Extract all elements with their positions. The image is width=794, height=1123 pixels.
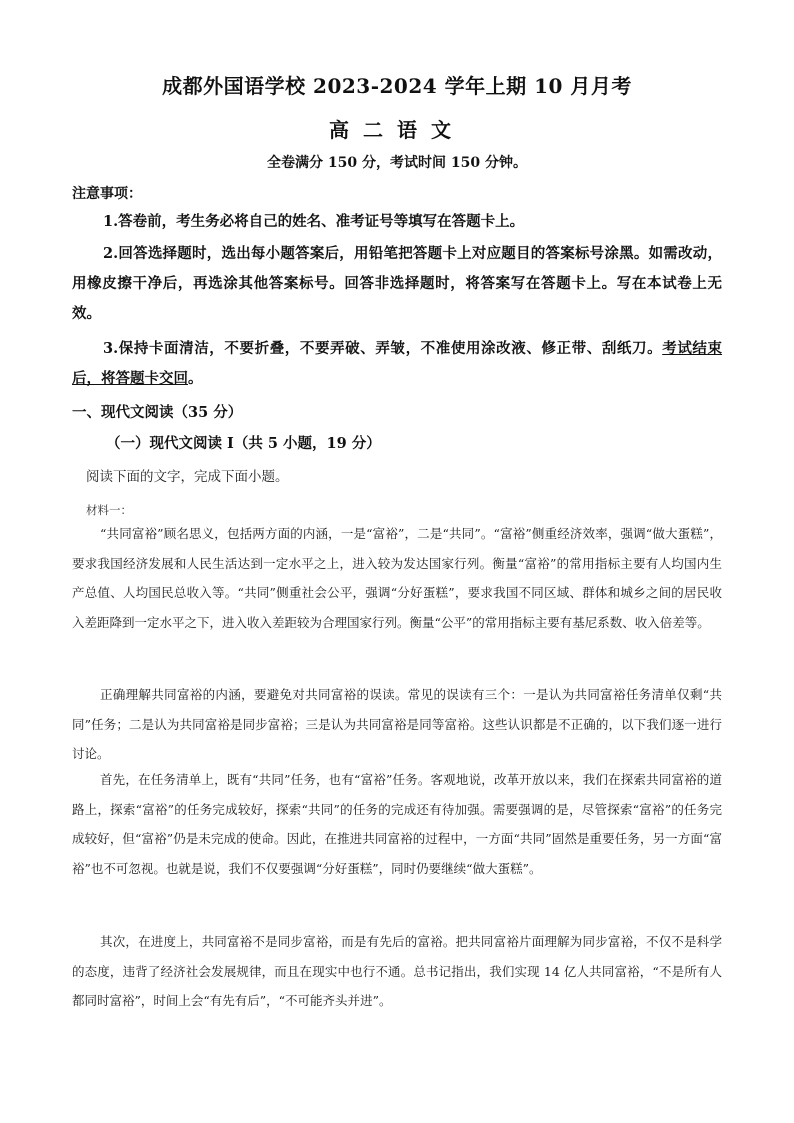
exam-title: 成都外国语学校 2023-2024 学年上期 10 月月考 (162, 74, 632, 98)
paragraph-3: 首先，在任务清单上，既有“共同”任务，也有“富裕”任务。客观地说，改革开放以来，我们在探索共同富裕的道路上，探索“富裕”的任务完成较好，探索“共同”的任务的完成还有待加强。需要强调的是，尽管探索“富裕”的任务完成较好，但“富裕”仍是未完成的使命。因此，在推进共同富裕的过程中，一方面“共同”固然是重要任务，另一方面“富裕”也不可忽视。也就是说，我们不仅要强调“分好蛋糕”，同时仍要继续“做大蛋糕”。 (72, 772, 722, 876)
material-label: 材料一： (86, 503, 132, 517)
notice-rule-3 (72, 334, 722, 394)
notice-heading: 注意事项： (72, 186, 142, 202)
notice-rule-3-underlined: 考试结束后，将答题卡交回 (72, 340, 723, 387)
notice-rule-2: 2.回答选择题时，选出每小题答案后，用铅笔把答题卡上对应题目的答案标号涂黑。如需改动，用橡皮擦干净后，再选涂其他答案标号。回答非选择题时，将答案写在答题卡上。写在本试卷上无效。 (72, 245, 722, 322)
score-info: 全卷满分 150 分，考试时间 150 分钟。 (267, 155, 527, 171)
exam-subject: 高二语文 (329, 118, 465, 142)
subsection-heading: （一）现代文阅读 I（共 5 小题，19 分） (106, 435, 381, 452)
reading-instruction: 阅读下面的文字，完成下面小题。 (86, 469, 289, 485)
paragraph-2: 正确理解共同富裕的内涵，要避免对共同富裕的误读。常见的误读有三个：一是认为共同富裕任务清单仅剩“共同”任务；二是认为共同富裕是同步富裕；三是认为共同富裕是同等富裕。这些认识都是不正确的，以下我们逐一进行讨论。 (72, 687, 722, 762)
notice-rule-3-end: 。 (188, 370, 203, 387)
paragraph-1: “共同富裕”顾名思义，包括两方面的内涵，一是“富裕”，二是“共同”。“富裕”侧重经济效率，强调“做大蛋糕”，要求我国经济发展和人民生活达到一定水平之上，进入较为发达国家行列。衡量“富裕”的常用指标主要有人均国内生产总值、人均国民总收入等。“共同”侧重社会公平，强调“分好蛋糕”，要求我国不同区域、群体和城乡之间的居民收入差距降到一定水平之下，进入收入差距较为合理国家行列。衡量“公平”的常用指标主要有基尼系数、收入倍差等。 (72, 526, 722, 630)
paragraph-4: 其次，在进度上，共同富裕不是同步富裕，而是有先后的富裕。把共同富裕片面理解为同步富裕，不仅不是科学的态度，违背了经济社会发展规律，而且在现实中也行不通。总书记指出，我们实现 14 亿人共同富裕，“不是所有人都同时富裕”，时间上会“有先有后”，“不可能齐头并进”。 (72, 934, 722, 1009)
notice-rule-1: 1.答卷前，考生务必将自己的姓名、准考证号等填写在答题卡上。 (103, 213, 525, 230)
notice-rule-3-text: 3.保持卡面清洁，不要折叠，不要弄破、弄皱，不准使用涂改液、修正带、刮纸刀。 (103, 340, 663, 357)
section-heading: 一、现代文阅读（35 分） (72, 404, 243, 421)
